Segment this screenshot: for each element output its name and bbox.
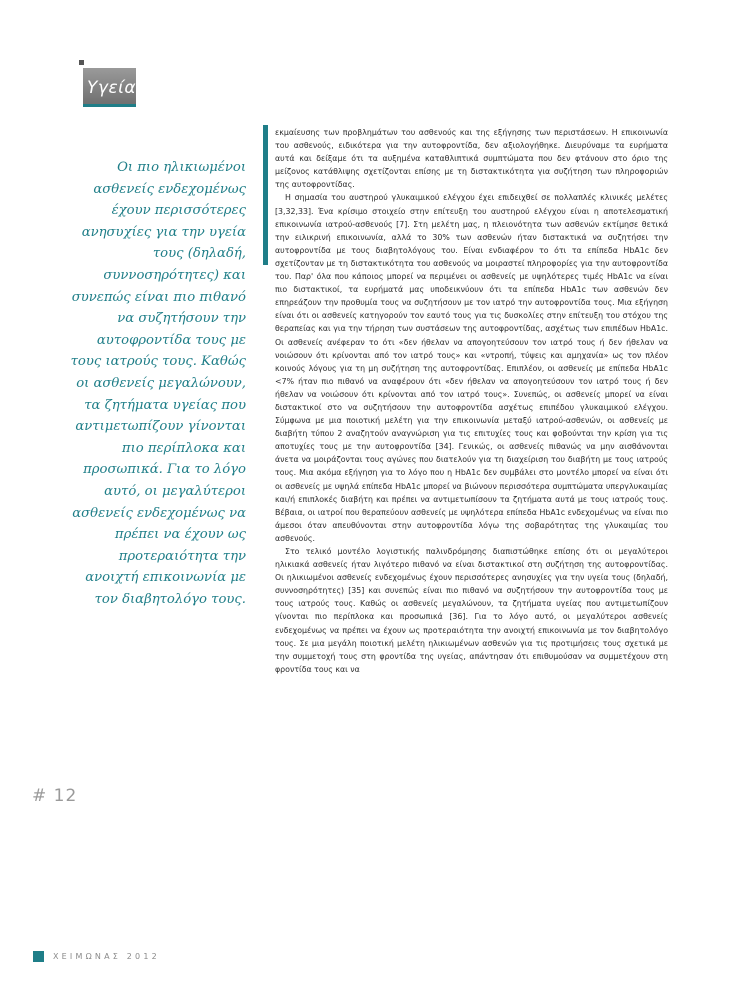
body-paragraph: Η σημασία του αυστηρού γλυκαιμικού ελέγχου έχει επιδειχθεί σε πολλαπλές κλινικές μελέτες [3,32,33]. Ένα κρίσιμο στοιχείο στην επίτευξη του αυστηρού ελέγχου είναι η αποτελεσματική επικοινωνία ιατρού-ασθενούς [7]. Στη μελέτη μας, η πλειονότητα των ασθενών εκτίμησε θετικά την ειλικρινή επικοινωνία, αλλά το 30% των ασθενών ήταν διστακτικά να συζητήσει την αυτοφροντίδα με τους διαβητολόγους του. Είναι ενδιαφέρον το ότι τα επίπεδα HbA1c δεν σχετίζονταν με τη διστακτικότητα του ασθενούς να μοιραστεί πληροφορίες για την αυτοφροντίδα του. Παρ' όλα που κάποιος μπορεί να περιμένει οι ασθενείς με υψηλότερες τιμές HbA1c να είναι πιο διστακτικοί, τα ευρήματά μας υποδεικνύουν ότι τα επίπεδα HbA1c των ασθενών δεν επηρεάζουν την προθυμία τους να συζητήσουν με τον ιατρό την αυτοφροντίδα τους. Μια εξήγηση είναι ότι οι ασθενείς κατηγορούν τον εαυτό τους για τις δυσκολίες στην επίτευξη του στόχου της θεραπείας και για την τήρηση των συστάσεων της αυτοφροντίδας, ασχέτως των επιπέδων HbA1c. Οι ασθενείς ανέφεραν το ότι «δεν ήθελαν να απογοητεύσουν τον ιατρό τους ή δεν ήθελαν να νοιώσουν ότι κρίνονται από τον ιατρό τους» και «ντροπή, τύψεις και αμηχανία» ως τον πλέον κοινούς λόγους για τη μη συζήτηση της αυτοφροντίδας. Επιπλέον, οι ασθενείς με επίπεδα HbA1c <7% ήταν πιο πιθανό να αναφέρουν ότι «δεν ήθελαν να απογοητεύσουν τον ιατρό τους ή δεν ήθελαν να νοιώσουν ότι κρίνονται από τον ιατρό τους». Συνεπώς, οι ασθενείς μπορεί να είναι διστακτικοί στο να συζητήσουν την αυτοφροντίδα ασχέτως επιπέδου γλυκαιμικού ελέγχου. Σύμφωνα με μια ποιοτική μελέτη για την επικοινωνία μεταξύ ιατρού-ασθενών, οι ασθενείς με διαβήτη τύπου 2 αναζητούν αναγνώριση για τις επιτυχίες τους και φοβούνται την κρίση για τις αποτυχίες τους με την αυτοφροντίδα [34]. Γενικώς, οι ασθενείς πιθανώς να μην αισθάνονται άνετα να μοιράζονται τους αγώνες που διατελούν για τη διαχείριση του διαβήτη με τους ιατρούς τους. Μια ακόμα εξήγηση για το λόγο που η HbA1c δεν συμβάλει στο μοντέλο μπορεί να είναι ότι οι ασθενείς με υψηλά επίπεδα HbA1c μπορεί να βιώνουν περισσότερα συμπτώματα υπεργλυκαιμίας και/ή επιπλοκές διαβήτη και πρέπει να αντιμετωπίσουν τα ζητήματα αυτά με τους ιατρούς τους. Βέβαια, οι ιατροί που θεραπεύουν ασθενείς με υψηλότερα επίπεδα HbA1c ενδεχομένως να είναι πιο άμεσοι όταν απευθύνονται στην αυτοφροντίδα λόγω της σοβαρότητας της γλυκαιμίας του ασθενούς.	[275, 193, 668, 543]
page-number: # 12	[32, 786, 78, 806]
footer-issue-label: ΧΕΙΜΩΝΑΣ 2012	[53, 952, 160, 961]
footer-square	[33, 951, 44, 962]
body-paragraph: εκμαίευσης των προβλημάτων του ασθενούς και της εξήγησης των περιστάσεων. Η επικοινωνία του ασθενούς, ειδικότερα για την αυτοφροντίδα, δεν αξιολογήθηκε. Διευρύναμε τα ευρήματα αυτά και δείξαμε ότι τα αυξημένα καταθλιπτικά συμπτώματα που δεν φτάνουν στο όριο της μείζονος κατάθλιψης σχετίζονται επίσης με τη διστακτικότητα για συζήτηση των πληροφοριών της αυτοφροντίδας.	[275, 128, 668, 190]
accent-bar	[263, 125, 268, 265]
body-text	[275, 126, 668, 676]
header-marker	[79, 60, 84, 65]
body-paragraph: Στο τελικό μοντέλο λογιστικής παλινδρόμησης διαπιστώθηκε επίσης ότι οι μεγαλύτεροι ηλικιακά ασθενείς ήταν λιγότερο πιθανό να είναι διστακτικοί στη συζήτηση της αυτοφροντίδας. Οι ηλικιωμένοι ασθενείς ενδεχομένως έχουν περισσότερες ανησυχίες για την υγεία τους (δηλαδή, συννοσηρότητες) [35] και συνεπώς είναι πιο πιθανό να συζητήσουν την αυτοφροντίδα τους με τους ιατρούς τους. Καθώς οι ασθενείς μεγαλώνουν, τα ζητήματα υγείας που αντιμετωπίζουν γίνονται πιο περίπλοκα και προσωπικά [36]. Για το λόγο αυτό, οι μεγαλύτεροι ασθενείς ενδεχομένως να πρέπει να έχουν ως προτεραιότητα την ανοιχτή επικοινωνία με τον διαβητολόγο τους. Σε μια μεγάλη ποιοτική μελέτη ηλικιωμένων ασθενών για τις προτιμήσεις τους σχετικά με την συμμετοχή τους στη φροντίδα της υγείας, απάντησαν ότι επιθυμούσαν να συμμετέχουν στη φροντίδα τους και να	[275, 547, 668, 674]
pull-quote: Οι πιο ηλικιωμένοι ασθενείς ενδεχομένως έχουν περισσότερες ανησυχίες για την υγεία τους (δηλαδή, συννοσηρότητες) και συνεπώς είναι πιο πιθανό να συζητήσουν την αυτοφροντίδα τους με τους ιατρούς τους. Καθώς οι ασθενείς μεγαλώνουν, τα ζητήματα υγείας που αντιμετωπίζουν γίνονται πιο περίπλοκα και προσωπικά. Για το λόγο αυτό, οι μεγαλύτεροι ασθενείς ενδεχομένως να πρέπει να έχουν ως προτεραιότητα την ανοιχτή επικοινωνία με τον διαβητολόγο τους.	[70, 160, 246, 607]
section-tab: Υγεία	[83, 68, 136, 105]
section-rule	[83, 104, 136, 107]
